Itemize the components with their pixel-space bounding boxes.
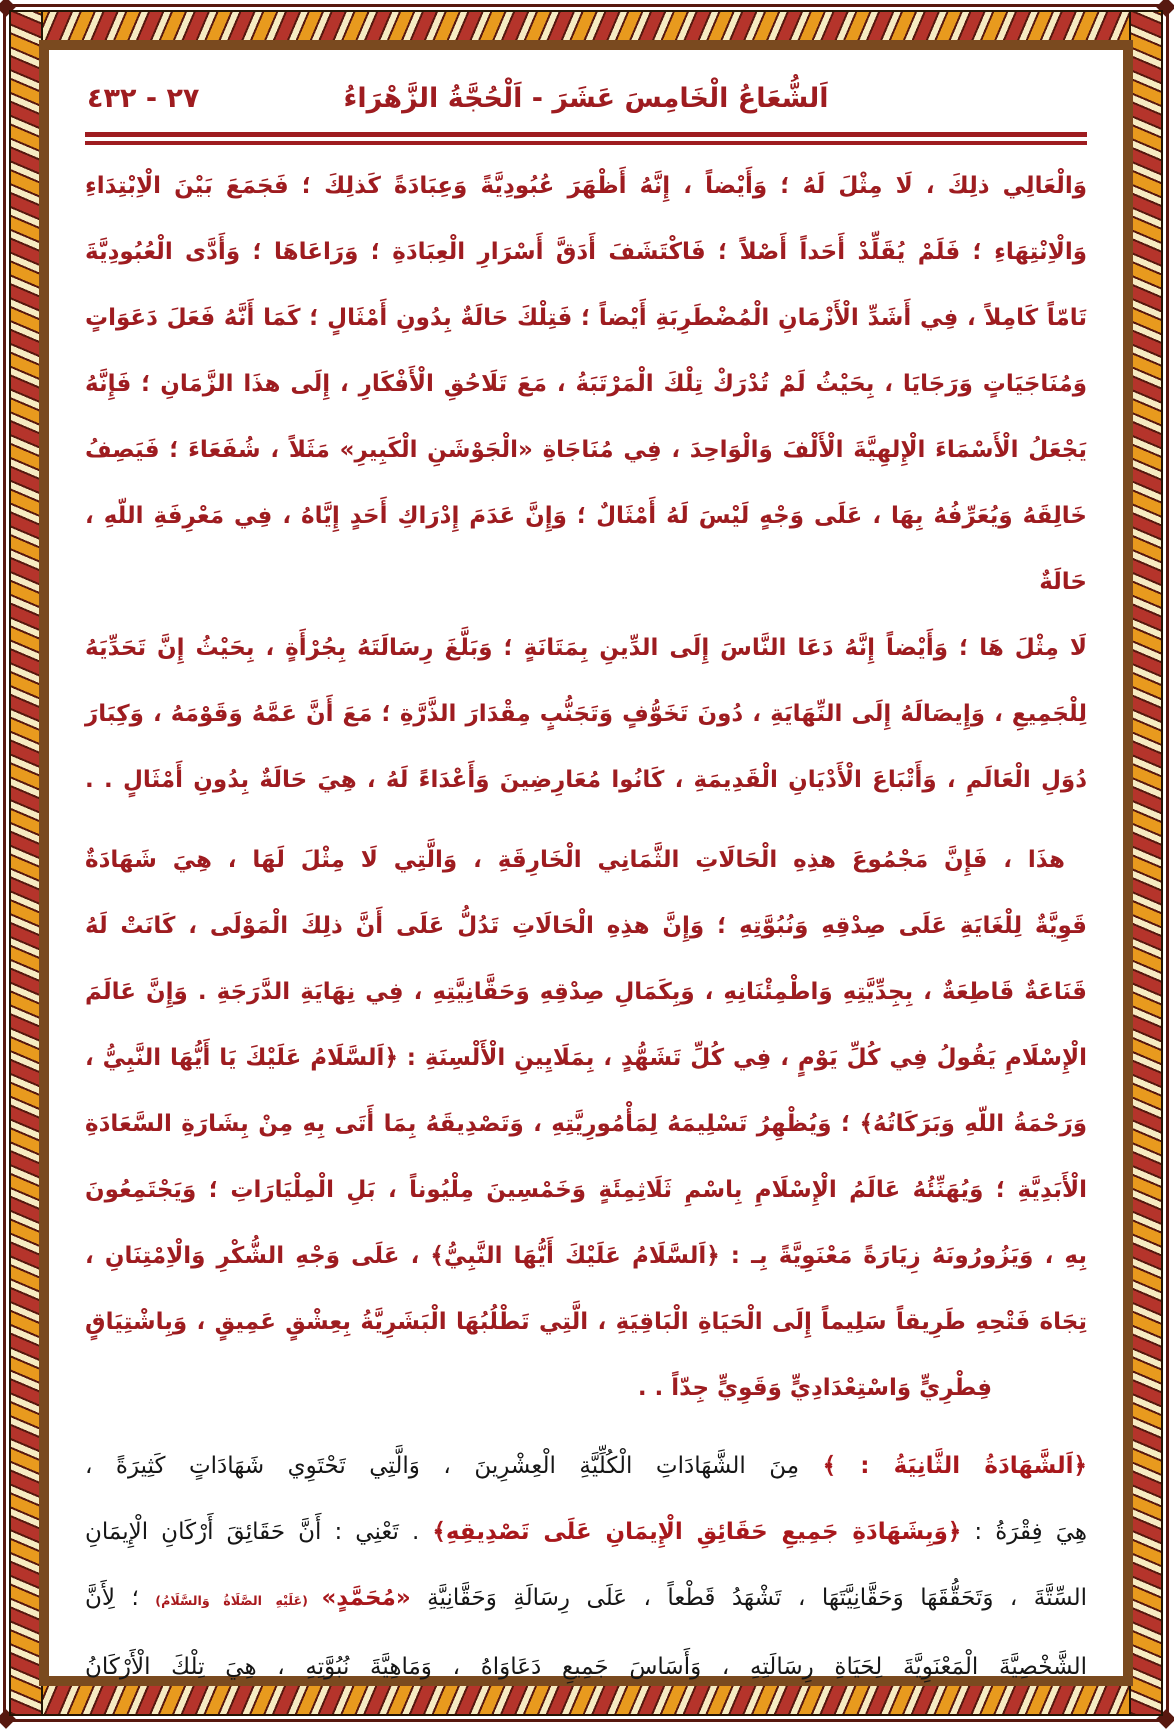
border-chain-band-right: [1130, 10, 1164, 1716]
text-segment-quote: ﴿اَلشَّهَادَةُ الثَّانِيَةُ : ﴾: [823, 1453, 1088, 1479]
text-segment-red: يَجْعَلُ الْأَسْمَاءَ الْإِلهِيَّةَ الْأَلْفَ وَالْوَاحِدَ ، فِي مُنَاجَاةِ «الْجَوْشَنِ الْكَبِيرِ» مَثَلاً ، شُفَعَاءَ ؛ فَيَصِفُ: [86, 437, 1088, 463]
text-segment-red: قَنَاعَةٌ قَاطِعَةٌ ، بِجِدِّيَّتِهِ وَاطْمِئْنَانِهِ ، وَبِكَمَالِ صِدْقِهِ وَحَقَّانِيَّتِهِ ، فِي نِهَايَةِ الدَّرَجَةِ . وَإِنَّ عَالَمَ: [86, 979, 1088, 1005]
text-line: [86, 615, 1088, 681]
text-line: [86, 681, 1088, 747]
text-line: [86, 1499, 1088, 1565]
text-line: [86, 153, 1088, 219]
text-segment-red: وَمُنَاجَيَاتٍ وَرَجَايَا ، بِحَيْثُ لَمْ تُدْرَكْ تِلْكَ الْمَرْتَبَةُ ، مَعَ تَلَاحُقِ الْأَفْكَارِ ، إِلَى هذَا الزَّمَانِ ؛ فَإِنَّهُ: [86, 371, 1088, 397]
text-line: [86, 1091, 1088, 1157]
text-line: [86, 1223, 1088, 1289]
border-chain-band-left: [10, 10, 44, 1716]
text-segment-black: . تَعْنِي : أَنَّ حَقَائِقَ أَرْكَانِ الْإِيمَانِ: [86, 1519, 434, 1545]
paragraph-3: [86, 1433, 1088, 1700]
text-segment-red: تَامّاً كَامِلاً ، فِي أَشَدِّ الْأَزْمَانِ الْمُضْطَرِبَةِ أَيْضاً ؛ فَتِلْكَ حَالَةٌ بِدُونِ أَمْثَالٍ ؛ كَمَا أَنَّهُ فَعَلَ دَعَوَاتٍ: [86, 305, 1088, 331]
text-line: [86, 219, 1088, 285]
text-line: [86, 827, 1088, 893]
text-segment-red: الْإِسْلَامِ يَقُولُ فِي كُلِّ يَوْمٍ ، فِي كُلِّ تَشَهُّدٍ ، بِمَلَايِينِ الْأَلْسِنَةِ : ﴿اَلسَّلَامُ عَلَيْكَ يَا أَيُّهَا النَّبِيُّ ،: [86, 1045, 1088, 1071]
paragraph-1: [86, 153, 1088, 813]
text-segment-black: الشَّخْصِيَّةَ الْمَعْنَوِيَّةَ لِحَيَاةِ رِسَالَتِهِ ، وَأَسَاسَ جَمِيعِ دَعَاوَاهُ ، وَمَاهِيَّةَ نُبُوَّتِهِ ، هِيَ تِلْكَ الْأَرْكَانُ: [86, 1654, 1088, 1680]
text-segment-red: هذَا ، فَإِنَّ مَجْمُوعَ هذِهِ الْحَالَاتِ الثَّمَانِي الْخَارِقَةِ ، وَالَّتِي لَا مِثْلَ لَهَا ، هِيَ شَهَادَةٌ: [86, 847, 1066, 873]
header-separator-rule: [86, 132, 1088, 145]
text-segment-black: السِّتَّةَ ، وَتَحَقُّقَهَا وَحَقَّانِيَّتَهَا ، تَشْهَدُ قَطْعاً ، عَلَى رِسَالَةِ وَحَقَّانِيَّةِ: [411, 1585, 1088, 1611]
text-line: [86, 1634, 1088, 1700]
text-segment-black: ؛ لِأَنَّ: [86, 1585, 157, 1611]
border-chain-band-top: [10, 10, 1164, 44]
text-segment-red: الْأَبَدِيَّةِ ؛ وَيُهَنِّئُهُ عَالَمُ الْإِسْلَامِ بِاسْمِ ثَلَاثِمِئَةٍ وَخَمْسِينَ مِلْيُوناً ، بَلِ الْمِلْيَارَاتِ ؛ وَيَجْتَمِعُونَ: [86, 1177, 1088, 1203]
text-segment-red: وَالْعَالِي ذلِكَ ، لَا مِثْلَ لَهُ ؛ وَأَيْضاً ، إِنَّهُ أَظْهَرَ عُبُودِيَّةً وَعِبَادَةً كَذلِكَ ؛ فَجَمَعَ بَيْنَ الْاِبْتِدَاءِ: [86, 173, 1088, 199]
page-number: ٤٣٢ - ٢٧: [88, 83, 201, 114]
text-line: [86, 351, 1088, 417]
text-line: [86, 1433, 1088, 1499]
page-header: [86, 76, 1088, 122]
page-title: اَلشُّعَاعُ الْخَامِسَ عَشَرَ - اَلْحُجَّةُ الزَّهْرَاءُ: [344, 83, 830, 114]
body-text: [86, 153, 1088, 1700]
text-segment-black: مِنَ الشَّهَادَاتِ الْكُلِّيَّةِ الْعِشْرِينَ ، وَالَّتِي تَحْتَوِي شَهَادَاتٍ كَثِيرَةً ،: [86, 1453, 824, 1479]
text-segment-red: دُوَلِ الْعَالَمِ ، وَأَتْبَاعَ الْأَدْيَانِ الْقَدِيمَةِ ، كَانُوا مُعَارِضِينَ وَأَعْدَاءً لَهُ ، هِيَ حَالَةٌ بِدُونِ أَمْثَالٍ . .: [86, 767, 1088, 793]
page-content: [50, 50, 1124, 1680]
text-segment-red: بِهِ ، وَيَزُورُونَهُ زِيَارَةً مَعْنَوِيَّةً بِـ : ﴿اَلسَّلَامُ عَلَيْكَ أَيُّهَا النَّبِيُّ﴾ ، عَلَى وَجْهِ الشُّكْرِ وَالْاِمْتِنَانِ ،: [86, 1243, 1088, 1269]
text-line: [86, 483, 1088, 615]
text-line: [86, 285, 1088, 351]
text-segment-quote: «مُحَمَّدٍ»: [322, 1585, 412, 1611]
text-segment-red: فِطْرِيٍّ وَاسْتِعْدَادِيٍّ وَقَوِيٍّ جِدّاً . .: [638, 1375, 993, 1401]
text-segment-red: لِلْجَمِيعِ ، وَإِيصَالَهُ إِلَى النِّهَايَةِ ، دُونَ تَخَوُّفٍ وَتَجَنُّبٍ مِقْدَارَ الذَّرَّةِ ؛ مَعَ أَنَّ عَمَّهُ وَقَوْمَهُ ، وَكِبَارَ: [86, 701, 1088, 727]
text-segment-red: خَالِقَهُ وَيُعَرِّفُهُ بِهَا ، عَلَى وَجْهٍ لَيْسَ لَهُ أَمْثَالٌ ؛ وَإِنَّ عَدَمَ إِدْرَاكِ أَحَدٍ إِيَّاهُ ، فِي مَعْرِفَةِ اللّهِ ، حَالَةٌ: [86, 503, 1088, 595]
text-segment-red: لَا مِثْلَ هَا ؛ وَأَيْضاً إِنَّهُ دَعَا النَّاسَ إِلَى الدِّينِ بِمَتَانَةٍ ؛ وَبَلَّغَ رِسَالَتَهُ بِجُرْأَةٍ ، بِحَيْثُ إِنَّ تَحَدِّيَهُ: [86, 635, 1088, 661]
text-line: [86, 1289, 1088, 1355]
text-segment-red: قَوِيَّةٌ لِلْغَايَةِ عَلَى صِدْقِهِ وَنُبُوَّتِهِ ؛ وَإِنَّ هذِهِ الْحَالَاتِ تَدُلُّ عَلَى أَنَّ ذلِكَ الْمَوْلَى ، كَانَتْ لَهُ: [86, 913, 1088, 939]
text-line: [86, 1355, 1088, 1421]
text-line: [86, 417, 1088, 483]
text-segment-quote: ﴿وَبِشَهَادَةِ جَمِيعِ حَقَائِقِ الْإِيمَانِ عَلَى تَصْدِيقِهِ﴾: [433, 1519, 963, 1545]
text-line: [86, 1565, 1088, 1634]
text-segment-red: وَالْاِنْتِهَاءِ ؛ فَلَمْ يُقَلِّدْ أَحَداً أَصْلاً ؛ فَاكْتَشَفَ أَدَقَّ أَسْرَارِ الْعِبَادَةِ ؛ وَرَاعَاهَا ؛ وَأَدَّى الْعُبُودِيَّةَ: [86, 239, 1088, 265]
text-segment-seal: (عَلَيْهِ الصَّلَاةُ وَالسَّلَامُ): [156, 1593, 323, 1608]
text-line: [86, 1025, 1088, 1091]
text-line: [86, 959, 1088, 1025]
text-line: [86, 1157, 1088, 1223]
text-segment-red: وَرَحْمَةُ اللّهِ وَبَرَكَاتُهُ﴾ ؛ وَيُظْهِرُ تَسْلِيمَهُ لِمَأْمُورِيَّتِهِ ، وَتَصْدِيقَهُ بِمَا أَتَى بِهِ مِنْ بِشَارَةِ السَّعَادَةِ: [86, 1111, 1088, 1137]
text-line: [86, 747, 1088, 813]
text-segment-black: هِيَ فِقْرَةُ :: [962, 1519, 1088, 1545]
text-segment-red: تِجَاهَ فَتْحِهِ طَرِيقاً سَلِيماً إِلَى الْحَيَاةِ الْبَاقِيَةِ ، الَّتِي تَطْلُبُهَا الْبَشَرِيَّةُ بِعِشْقٍ عَمِيقٍ ، وَبِاشْتِيَاقٍ: [86, 1309, 1088, 1335]
paragraph-2: [86, 827, 1088, 1421]
text-line: [86, 893, 1088, 959]
